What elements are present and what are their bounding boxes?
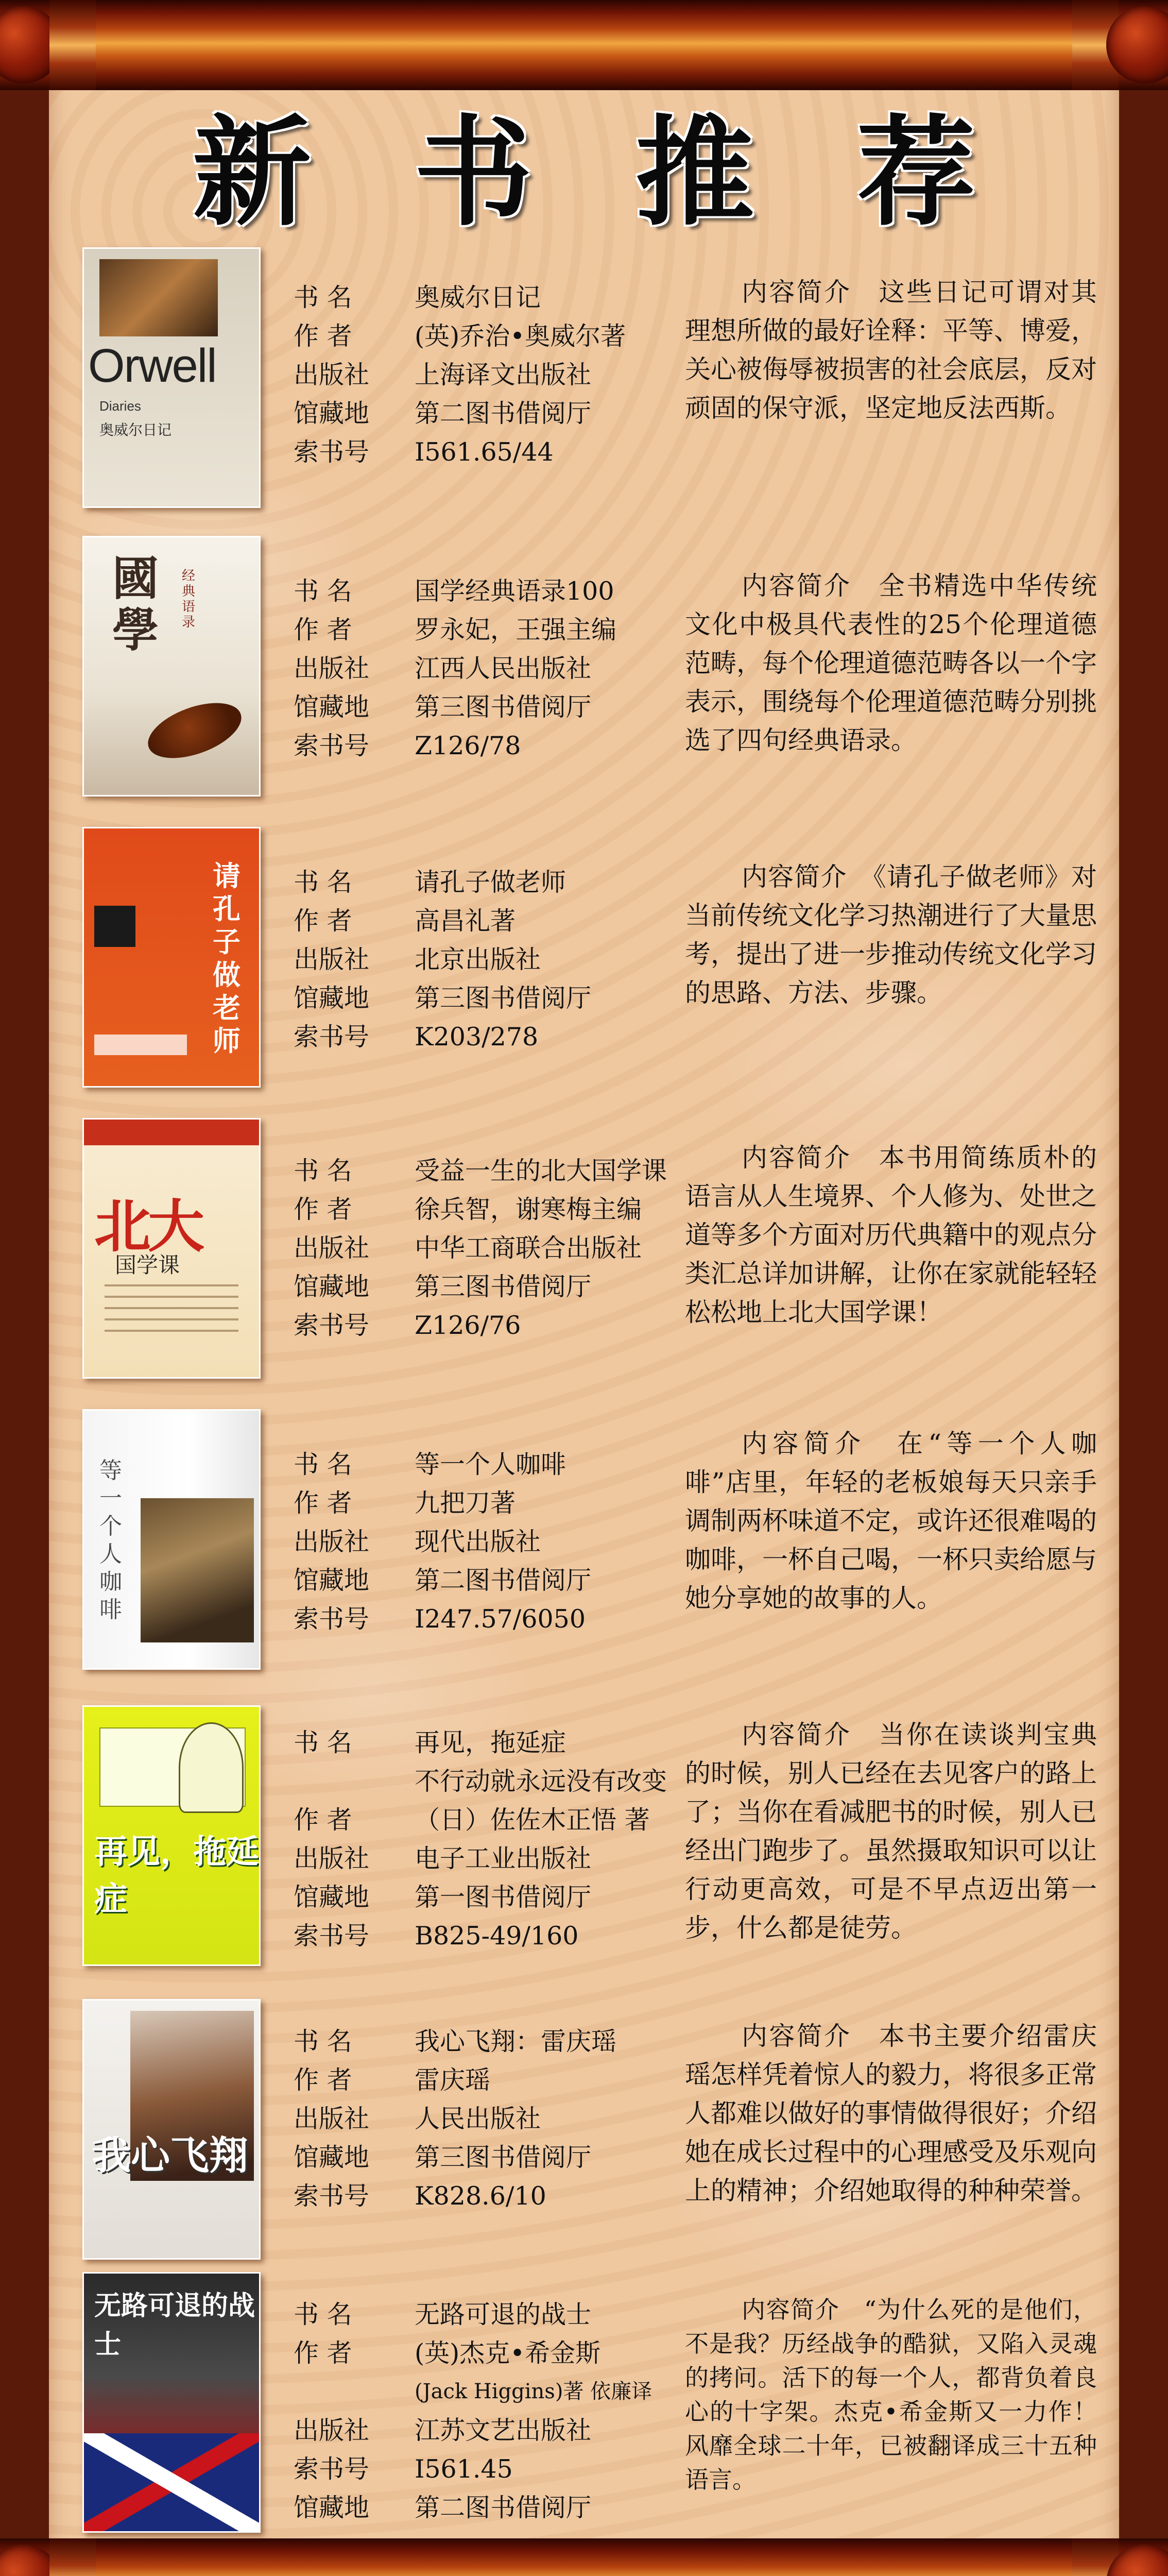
book-intro: 内容简介 本书主要介绍雷庆瑶怎样凭着惊人的毅力，将很多正常人都难以做好的事情做得很好；介绍她在成长过程中的心理感受及乐观向上的精神；介绍她取得的种种荣誉。 (685, 2021, 1097, 2206)
label-publisher: 出版社 (294, 2416, 370, 2445)
scroll-cap (49, 0, 96, 90)
label-author: 作 者 (294, 2338, 352, 2368)
book-cover-image[interactable] (82, 536, 261, 796)
label-author: 作 者 (294, 1488, 352, 1518)
title-char: 书 (414, 103, 533, 242)
label-author: 作 者 (294, 2065, 352, 2095)
book-location: 第二图书借阅厅 (415, 399, 592, 428)
book-publisher: 电子工业出版社 (415, 1844, 592, 1873)
title-char: 推 (635, 103, 754, 242)
label-name: 书 名 (294, 868, 352, 897)
book-author: （日）佐佐木正悟 著 (415, 1805, 650, 1835)
cover-subtitle: 国学课 (115, 1252, 180, 1278)
book-location: 第二图书借阅厅 (415, 2493, 592, 2522)
cover-subtitle: 经典语录 (182, 568, 196, 630)
label-callno: 索书号 (294, 1022, 370, 1052)
book-callno: I561.45 (415, 2454, 513, 2484)
cover-title: 请孔子做老师 (213, 859, 241, 1057)
book-location: 第一图书借阅厅 (415, 1883, 592, 1912)
cover-title: 國學 (112, 551, 159, 657)
scroll-cap (49, 2538, 96, 2576)
book-callno: K828.6/10 (415, 2181, 546, 2211)
label-author: 作 者 (294, 1195, 352, 1224)
cover-figure (94, 906, 135, 947)
book-publisher: 上海译文出版社 (415, 360, 592, 389)
title-char: 荐 (857, 103, 976, 242)
label-name: 书 名 (294, 2027, 352, 2056)
label-author: 作 者 (294, 906, 352, 936)
book-callno: Z126/76 (415, 1311, 521, 1340)
book-publisher: 现代出版社 (415, 1527, 541, 1556)
cover-title: Orwell (88, 340, 216, 392)
cover-text-block (105, 1284, 238, 1341)
book-author: 高昌礼著 (415, 906, 516, 936)
book-name-subtitle: 不行动就永远没有改变 (415, 1767, 667, 1796)
label-callno: 索书号 (294, 437, 370, 467)
book-info (294, 1445, 685, 1638)
book-name: 等一个人咖啡 (415, 1450, 566, 1479)
label-location: 馆藏地 (294, 1566, 370, 1595)
book-location: 第三图书借阅厅 (415, 1272, 592, 1301)
book-intro: 内容简介 “为什么死的是他们，不是我？历经战争的酷狱，又陷入灵魂的拷问。活下的每一个人，都背负着良心的十字架。杰克•希金斯又一力作！风靡全球二十年，已被翻译成三十五种语言。 (685, 2296, 1097, 2494)
book-author-translator: (Jack Higgins)著 依廉译 (415, 2380, 652, 2403)
book-cover-image[interactable] (82, 1705, 261, 1966)
label-location: 馆藏地 (294, 1272, 370, 1301)
book-callno: B825-49/160 (415, 1921, 579, 1951)
book-name: 国学经典语录100 (415, 577, 614, 606)
label-callno: 索书号 (294, 731, 370, 760)
book-cover-image[interactable] (82, 2272, 261, 2533)
cover-photo (99, 259, 218, 336)
label-publisher: 出版社 (294, 1233, 370, 1263)
book-intro: 内容简介 当你在读谈判宝典的时候，别人已经在去见客户的路上了；当你在看减肥书的时候，别人已经出门跑步了。虽然摄取知识可以让行动更高效，可是不早点迈出第一步，什么都是徒劳。 (685, 1720, 1097, 1943)
label-name: 书 名 (294, 1156, 352, 1185)
cover-banner (84, 1120, 259, 1145)
book-intro: 内容简介 本书用简练质朴的语言从人生境界、个人修为、处世之道等多个方面对历代典籍中的观点分类汇总详加讲解，让你在家就能轻轻松松地上北大国学课！ (685, 1143, 1097, 1327)
pipa-icon (141, 692, 248, 769)
book-cover-image[interactable] (82, 247, 261, 508)
label-callno: 索书号 (294, 2454, 370, 2484)
book-publisher: 人民出版社 (415, 2104, 541, 2133)
book-intro: 内容简介 在“等一个人咖啡”店里，年轻的老板娘每天只亲手调制两杯味道不定，或许还很难喝的咖啡，一杯自己喝，一杯只卖给愿与她分享她的故事的人。 (685, 1429, 1097, 1613)
label-publisher: 出版社 (294, 2104, 370, 2133)
book-info (294, 1723, 685, 1955)
label-callno: 索书号 (294, 1311, 370, 1340)
cover-title: 等一个人咖啡 (99, 1458, 122, 1623)
cartoon-man-icon (179, 1722, 244, 1813)
label-name: 书 名 (294, 577, 352, 606)
label-callno: 索书号 (294, 2181, 370, 2211)
label-publisher: 出版社 (294, 654, 370, 683)
label-callno: 索书号 (294, 1921, 370, 1951)
label-location: 馆藏地 (294, 2143, 370, 2172)
label-location: 馆藏地 (294, 1883, 370, 1912)
book-info (294, 572, 685, 765)
label-name: 书 名 (294, 1728, 352, 1757)
book-name: 受益一生的北大国学课 (415, 1156, 667, 1185)
label-name: 书 名 (294, 283, 352, 312)
book-name: 奥威尔日记 (415, 283, 541, 312)
book-info (294, 278, 685, 471)
book-callno: I247.57/6050 (415, 1604, 586, 1634)
book-cover-image[interactable] (82, 1118, 261, 1379)
book-location: 第三图书借阅厅 (415, 692, 592, 722)
book-info (294, 2022, 685, 2215)
label-author: 作 者 (294, 321, 352, 351)
book-author: (英)杰克•希金斯 (415, 2338, 601, 2368)
book-info (294, 863, 685, 1056)
book-callno: K203/278 (415, 1022, 539, 1052)
book-callno: Z126/78 (415, 731, 521, 760)
book-name: 再见，拖延症 (415, 1728, 566, 1757)
scroll-rod-bottom (0, 2538, 1168, 2576)
book-author: 徐兵智，谢寒梅主编 (415, 1195, 642, 1224)
book-name: 无路可退的战士 (415, 2300, 592, 2329)
label-publisher: 出版社 (294, 1527, 370, 1556)
label-location: 馆藏地 (294, 399, 370, 428)
book-author: (英)乔治•奥威尔著 (415, 321, 626, 351)
label-author: 作 者 (294, 615, 352, 645)
book-cover-image[interactable] (82, 1999, 261, 2260)
book-name: 我心飞翔：雷庆瑶 (415, 2027, 617, 2056)
label-publisher: 出版社 (294, 360, 370, 389)
book-cover-image[interactable] (82, 1409, 261, 1670)
label-callno: 索书号 (294, 1604, 370, 1634)
book-publisher: 北京出版社 (415, 945, 541, 974)
label-location: 馆藏地 (294, 984, 370, 1013)
book-author: 罗永妃，王强主编 (415, 615, 617, 645)
cover-zh-title: 奥威尔日记 (99, 421, 172, 438)
book-publisher: 江西人民出版社 (415, 654, 592, 683)
book-intro: 内容简介 《请孔子做老师》对当前传统文化学习热潮进行了大量思考，提出了进一步推动传统文化学习的思路、方法、步骤。 (685, 862, 1097, 1008)
book-info (294, 2295, 685, 2527)
cover-subtitle: Diaries (99, 398, 141, 414)
book-publisher: 江苏文艺出版社 (415, 2416, 592, 2445)
cover-title: 再见，拖延症 (94, 1833, 259, 1919)
book-intro: 内容简介 这些日记可谓对其理想所做的最好诠释：平等、博爱，关心被侮辱被损害的社会底层，反对顽固的保守派，坚定地反法西斯。 (685, 277, 1097, 423)
label-name: 书 名 (294, 1450, 352, 1479)
flag-icon (84, 2433, 259, 2531)
label-publisher: 出版社 (294, 945, 370, 974)
book-cover-image[interactable] (82, 827, 261, 1088)
book-intro: 内容简介 全书精选中华传统文化中极具代表性的25个伦理道德范畴，每个伦理道德范畴各以一个字表示，围绕每个伦理道德范畴分别挑选了四句经典语录。 (685, 571, 1097, 755)
book-author: 九把刀著 (415, 1488, 516, 1518)
cover-title: 北大 (94, 1193, 201, 1260)
label-location: 馆藏地 (294, 692, 370, 722)
cover-title: 无路可退的战士 (94, 2290, 255, 2360)
book-author: 雷庆瑶 (415, 2065, 491, 2095)
cover-photo (141, 1498, 254, 1642)
page-title (0, 103, 1168, 242)
book-name: 请孔子做老师 (415, 868, 566, 897)
cover-title: 我心飞翔 (92, 2132, 248, 2178)
scroll-rod-top (0, 0, 1168, 90)
book-info (294, 1151, 685, 1345)
book-location: 第三图书借阅厅 (415, 2143, 592, 2172)
label-name: 书 名 (294, 2300, 352, 2329)
label-author: 作 者 (294, 1805, 352, 1835)
book-callno: I561.65/44 (415, 437, 554, 467)
label-location: 馆藏地 (294, 2493, 370, 2522)
title-char: 新 (192, 103, 311, 242)
book-publisher: 中华工商联合出版社 (415, 1233, 642, 1263)
book-location: 第二图书借阅厅 (415, 1566, 592, 1595)
book-location: 第三图书借阅厅 (415, 984, 592, 1013)
cover-text-block (94, 1035, 187, 1055)
label-publisher: 出版社 (294, 1844, 370, 1873)
